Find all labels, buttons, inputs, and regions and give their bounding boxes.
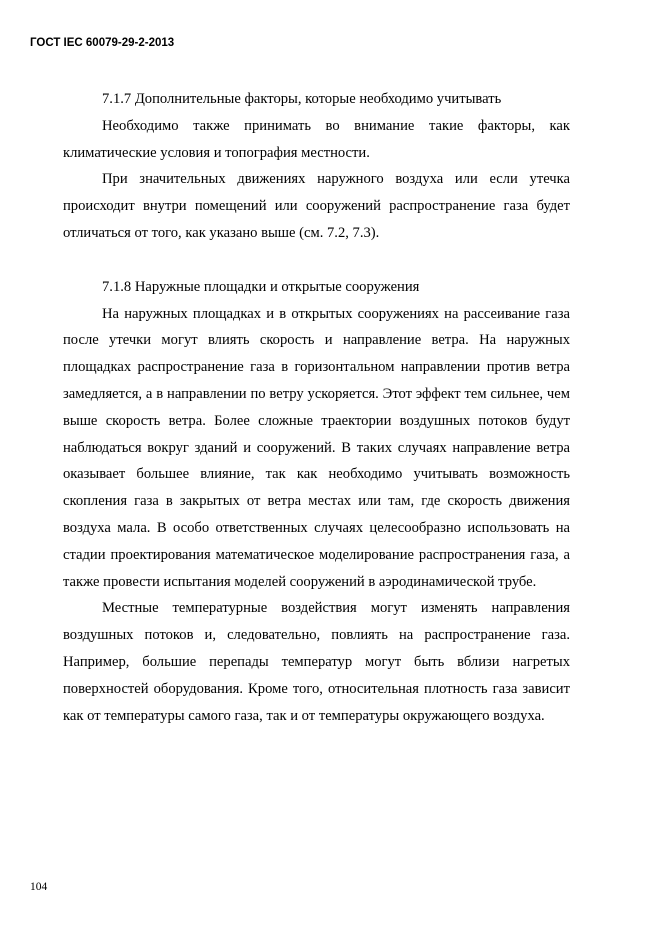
section-7-1-7-heading: 7.1.7 Дополнительные факторы, которые необходимо учитывать xyxy=(102,91,502,107)
section-spacer xyxy=(63,247,570,274)
section-7-1-8-paragraph-1: На наружных площадках и в открытых сооружениях на рассеивание газа после утечки могут влиять скорость и направление ветра. На наружных площадках распространение газа в горизонтальном направлении против ветра замедляется, а в направлении по ветру ускоряется. Этот эффект тем сильнее, чем выше скорость ветра. Более сложные траектории воздушных потоков будут наблюдаться вокруг зданий и сооружений. В таких случаях направление ветра оказывает большее влияние, так как необходимо учитывать возможность скопления газа в закрытых от ветра местах или там, где скорость движения воздуха мала. В особо ответственных случаях целесообразно использовать на стадии проектирования математическое моделирование распространения газа, а также провести испытания моделей сооружений в аэродинамической трубе. xyxy=(63,305,570,590)
section-7-1-8-heading: 7.1.8 Наружные площадки и открытые сооружения xyxy=(102,278,420,295)
document-header: ГОСТ IEC 60079-29-2-2013 xyxy=(30,37,175,49)
section-7-1-8-paragraph-2: Местные температурные воздействия могут изменять направления воздушных потоков и, следовательно, повлиять на распространение газа. Например, большие перепады температур могут быть вблизи нагретых поверхностей оборудования. Кроме того, относительная плотность газа зависит как от температуры самого газа, так и от температуры окружающего воздуха. xyxy=(63,600,570,724)
page-number: 104 xyxy=(30,881,48,893)
document-body xyxy=(63,86,570,729)
section-7-1-7-paragraph-2: При значительных движениях наружного воздуха или если утечка происходит внутри помещений или сооружений распространение газа будет отличаться от того, как указано выше (см. 7.2, 7.3). xyxy=(63,171,570,241)
section-7-1-7-paragraph-1: Необходимо также принимать во внимание такие факторы, как климатические условия и топография местности. xyxy=(63,117,570,161)
